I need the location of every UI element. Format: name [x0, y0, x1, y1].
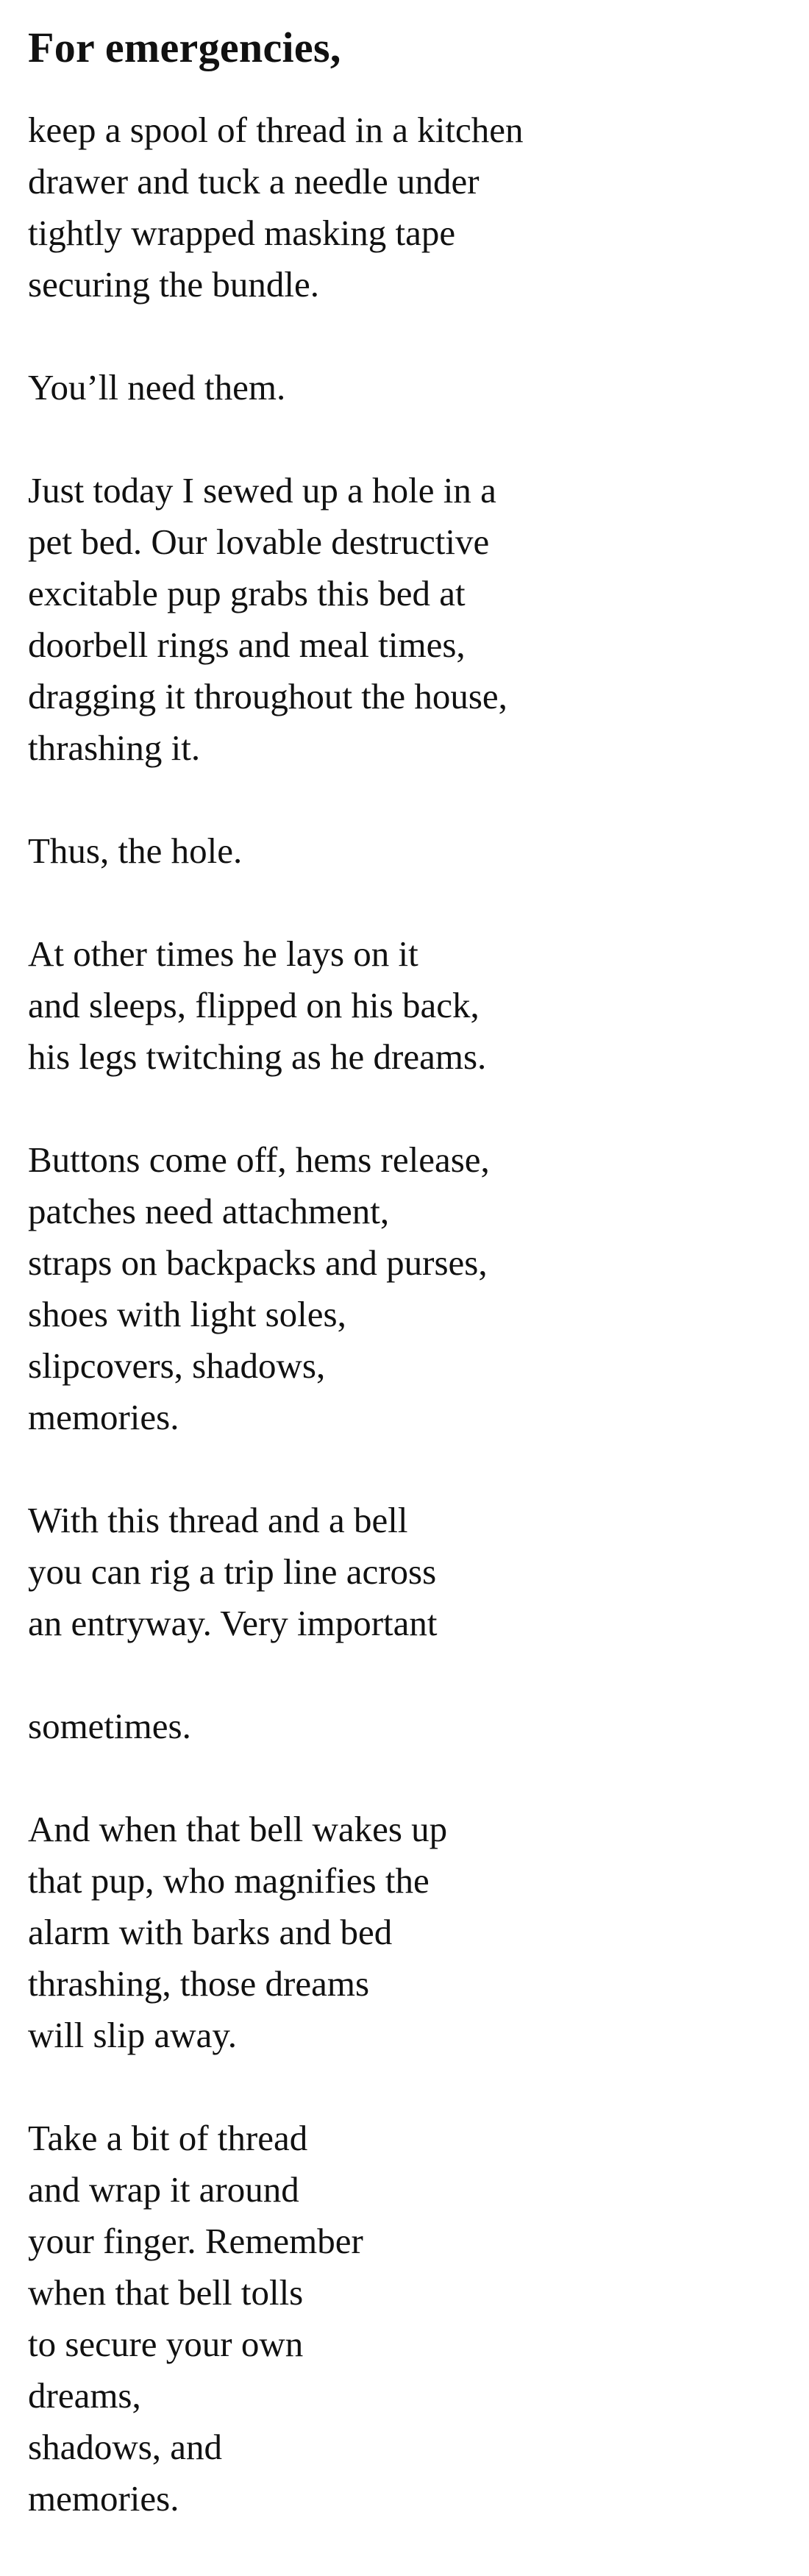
poem-line: memories. [28, 2478, 179, 2519]
poem-line: And when that bell wakes up [28, 1809, 448, 1849]
poem-line: securing the bundle. [28, 264, 319, 305]
stanza [28, 825, 763, 877]
poem-line: your finger. Remember [28, 2221, 363, 2261]
stanza [28, 104, 763, 310]
poem-line: thrashing, those dreams [28, 1963, 370, 2004]
poem-line: and sleeps, flipped on his back, [28, 985, 480, 1025]
poem-line: doorbell rings and meal times, [28, 625, 466, 665]
poem-line: straps on backpacks and purses, [28, 1242, 488, 1283]
poem-line: thrashing it. [28, 727, 201, 768]
stanza [28, 1804, 763, 2061]
poem-line: sometimes. [28, 1706, 191, 1746]
stanza [28, 1134, 763, 1443]
poem-line: alarm with barks and bed [28, 1912, 393, 1952]
stanza [28, 1495, 763, 1649]
poem-line: tightly wrapped masking tape [28, 213, 456, 253]
poem [28, 22, 763, 2576]
poem-line: you can rig a trip line across [28, 1551, 437, 1592]
stanza [28, 362, 763, 413]
poem-line: Just today I sewed up a hole in a [28, 470, 496, 510]
poem-line: will slip away. [28, 2015, 237, 2055]
poem-line: when that bell tolls [28, 2272, 304, 2313]
poem-line: You’ll need them. [28, 367, 286, 408]
stanza [28, 465, 763, 774]
poem-line: that pup, who magnifies the [28, 1860, 430, 1901]
poem-line: memories. [28, 1397, 179, 1437]
poem-line: to secure your own [28, 2324, 304, 2364]
poem-line: slipcovers, shadows, [28, 1345, 326, 1386]
poem-line: dreams, [28, 2375, 141, 2416]
poem-line: his legs twitching as he dreams. [28, 1036, 487, 1077]
poem-line: an entryway. Very important [28, 1603, 438, 1643]
poem-line: drawer and tuck a needle under [28, 161, 480, 202]
poem-line: Buttons come off, hems release, [28, 1139, 490, 1180]
poem-line: At other times he lays on it [28, 933, 418, 974]
poem-line: shadows, and [28, 2427, 223, 2467]
poem-line: excitable pup grabs this bed at [28, 573, 466, 613]
poem-line: pet bed. Our lovable destructive [28, 522, 490, 562]
stanza [28, 2113, 763, 2525]
poem-line: and wrap it around [28, 2169, 299, 2210]
stanza [28, 1701, 763, 1752]
poem-line: patches need attachment, [28, 1191, 390, 1231]
poem-line: keep a spool of thread in a kitchen [28, 110, 524, 150]
poem-line: With this thread and a bell [28, 1500, 408, 1540]
poem-line: dragging it throughout the house, [28, 676, 507, 716]
poem-line: Take a bit of thread [28, 2118, 308, 2158]
poem-line: Thus, the hole. [28, 830, 243, 871]
poem-line: shoes with light soles, [28, 1294, 346, 1334]
poem-title: For emergencies, [28, 24, 341, 71]
stanza [28, 928, 763, 1083]
